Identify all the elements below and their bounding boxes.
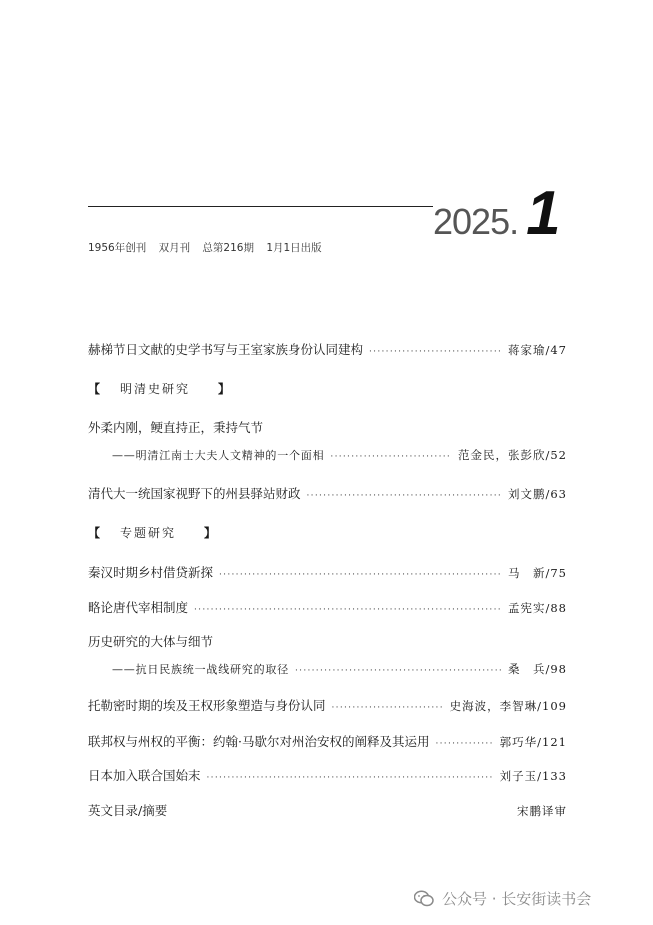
dot-leader xyxy=(330,453,452,462)
watermark-text: 公众号 · 长安街读书会 xyxy=(442,890,592,908)
toc-entry[interactable] xyxy=(88,598,567,616)
founded-year: 1956年创刊 xyxy=(88,242,147,254)
article-title: 联邦权与州权的平衡：约翰·马歇尔对州治安权的阐释及其运用 xyxy=(88,734,430,749)
section-heading: 【 明清史研究 】 xyxy=(88,382,231,396)
article-title: 赫梯节日文献的史学书写与王室家族身份认同建构 xyxy=(88,342,364,357)
dot-leader xyxy=(219,571,502,580)
article-author-page: 郭巧华/121 xyxy=(499,735,567,749)
issue-num: 1 xyxy=(526,179,561,248)
article-title: 日本加入联合国始末 xyxy=(88,768,201,783)
article-author-page: 蒋家瑜/47 xyxy=(507,343,567,357)
section-heading: 【 专题研究 】 xyxy=(88,526,217,540)
toc-entry[interactable] xyxy=(88,696,567,714)
toc-entry[interactable] xyxy=(88,801,567,819)
article-title: 清代大一统国家视野下的州县驿站财政 xyxy=(88,486,301,501)
article-title: 略论唐代宰相制度 xyxy=(88,600,189,615)
dot-leader xyxy=(207,774,494,783)
article-author-page: 桑 兵/98 xyxy=(507,662,567,676)
article-author-page: 史海波，李智琳/109 xyxy=(449,699,567,713)
dot-leader xyxy=(332,704,444,713)
article-title: 秦汉时期乡村借贷新探 xyxy=(88,565,214,580)
article-author-page: 孟宪实/88 xyxy=(507,601,567,615)
watermark xyxy=(414,888,591,909)
dot-leader xyxy=(295,667,502,676)
article-title[interactable]: 外柔内刚，鲠直持正，秉持气节 xyxy=(88,420,264,435)
translator: 宋鹏译审 xyxy=(517,804,567,818)
toc-entry[interactable] xyxy=(112,661,567,677)
article-title: 英文目录/摘要 xyxy=(88,803,168,818)
dot-leader xyxy=(307,492,502,501)
publication-date: 1月1日出版 xyxy=(266,242,322,254)
issue-number xyxy=(433,178,561,249)
toc-entry[interactable] xyxy=(88,340,567,358)
toc-entry[interactable] xyxy=(88,563,567,581)
toc-entry[interactable] xyxy=(88,732,567,750)
article-author-page: 范金民，张彭欣/52 xyxy=(457,448,567,462)
article-subtitle: ——明清江南士大夫人文精神的一个面相 xyxy=(112,449,325,462)
article-title: 托勒密时期的埃及王权形象塑造与身份认同 xyxy=(88,698,326,713)
dot-leader xyxy=(435,740,493,749)
dot-leader xyxy=(194,606,502,615)
toc-entry[interactable] xyxy=(112,447,567,463)
frequency: 双月刊 xyxy=(158,242,191,254)
issue-year: 2025. xyxy=(433,201,519,242)
article-author-page: 刘文鹏/63 xyxy=(507,487,567,501)
toc-entry[interactable] xyxy=(88,766,567,784)
total-issue: 总第216期 xyxy=(202,242,254,254)
article-title[interactable]: 历史研究的大体与细节 xyxy=(88,634,214,649)
header-rule xyxy=(88,206,433,207)
dot-leader xyxy=(369,348,502,357)
article-author-page: 刘子玉/133 xyxy=(499,769,567,783)
article-author-page: 马 新/75 xyxy=(507,566,567,580)
toc-entry[interactable] xyxy=(88,484,567,502)
publication-info xyxy=(88,240,331,255)
article-subtitle: ——抗日民族统一战线研究的取径 xyxy=(112,663,289,676)
wechat-icon xyxy=(414,890,434,907)
